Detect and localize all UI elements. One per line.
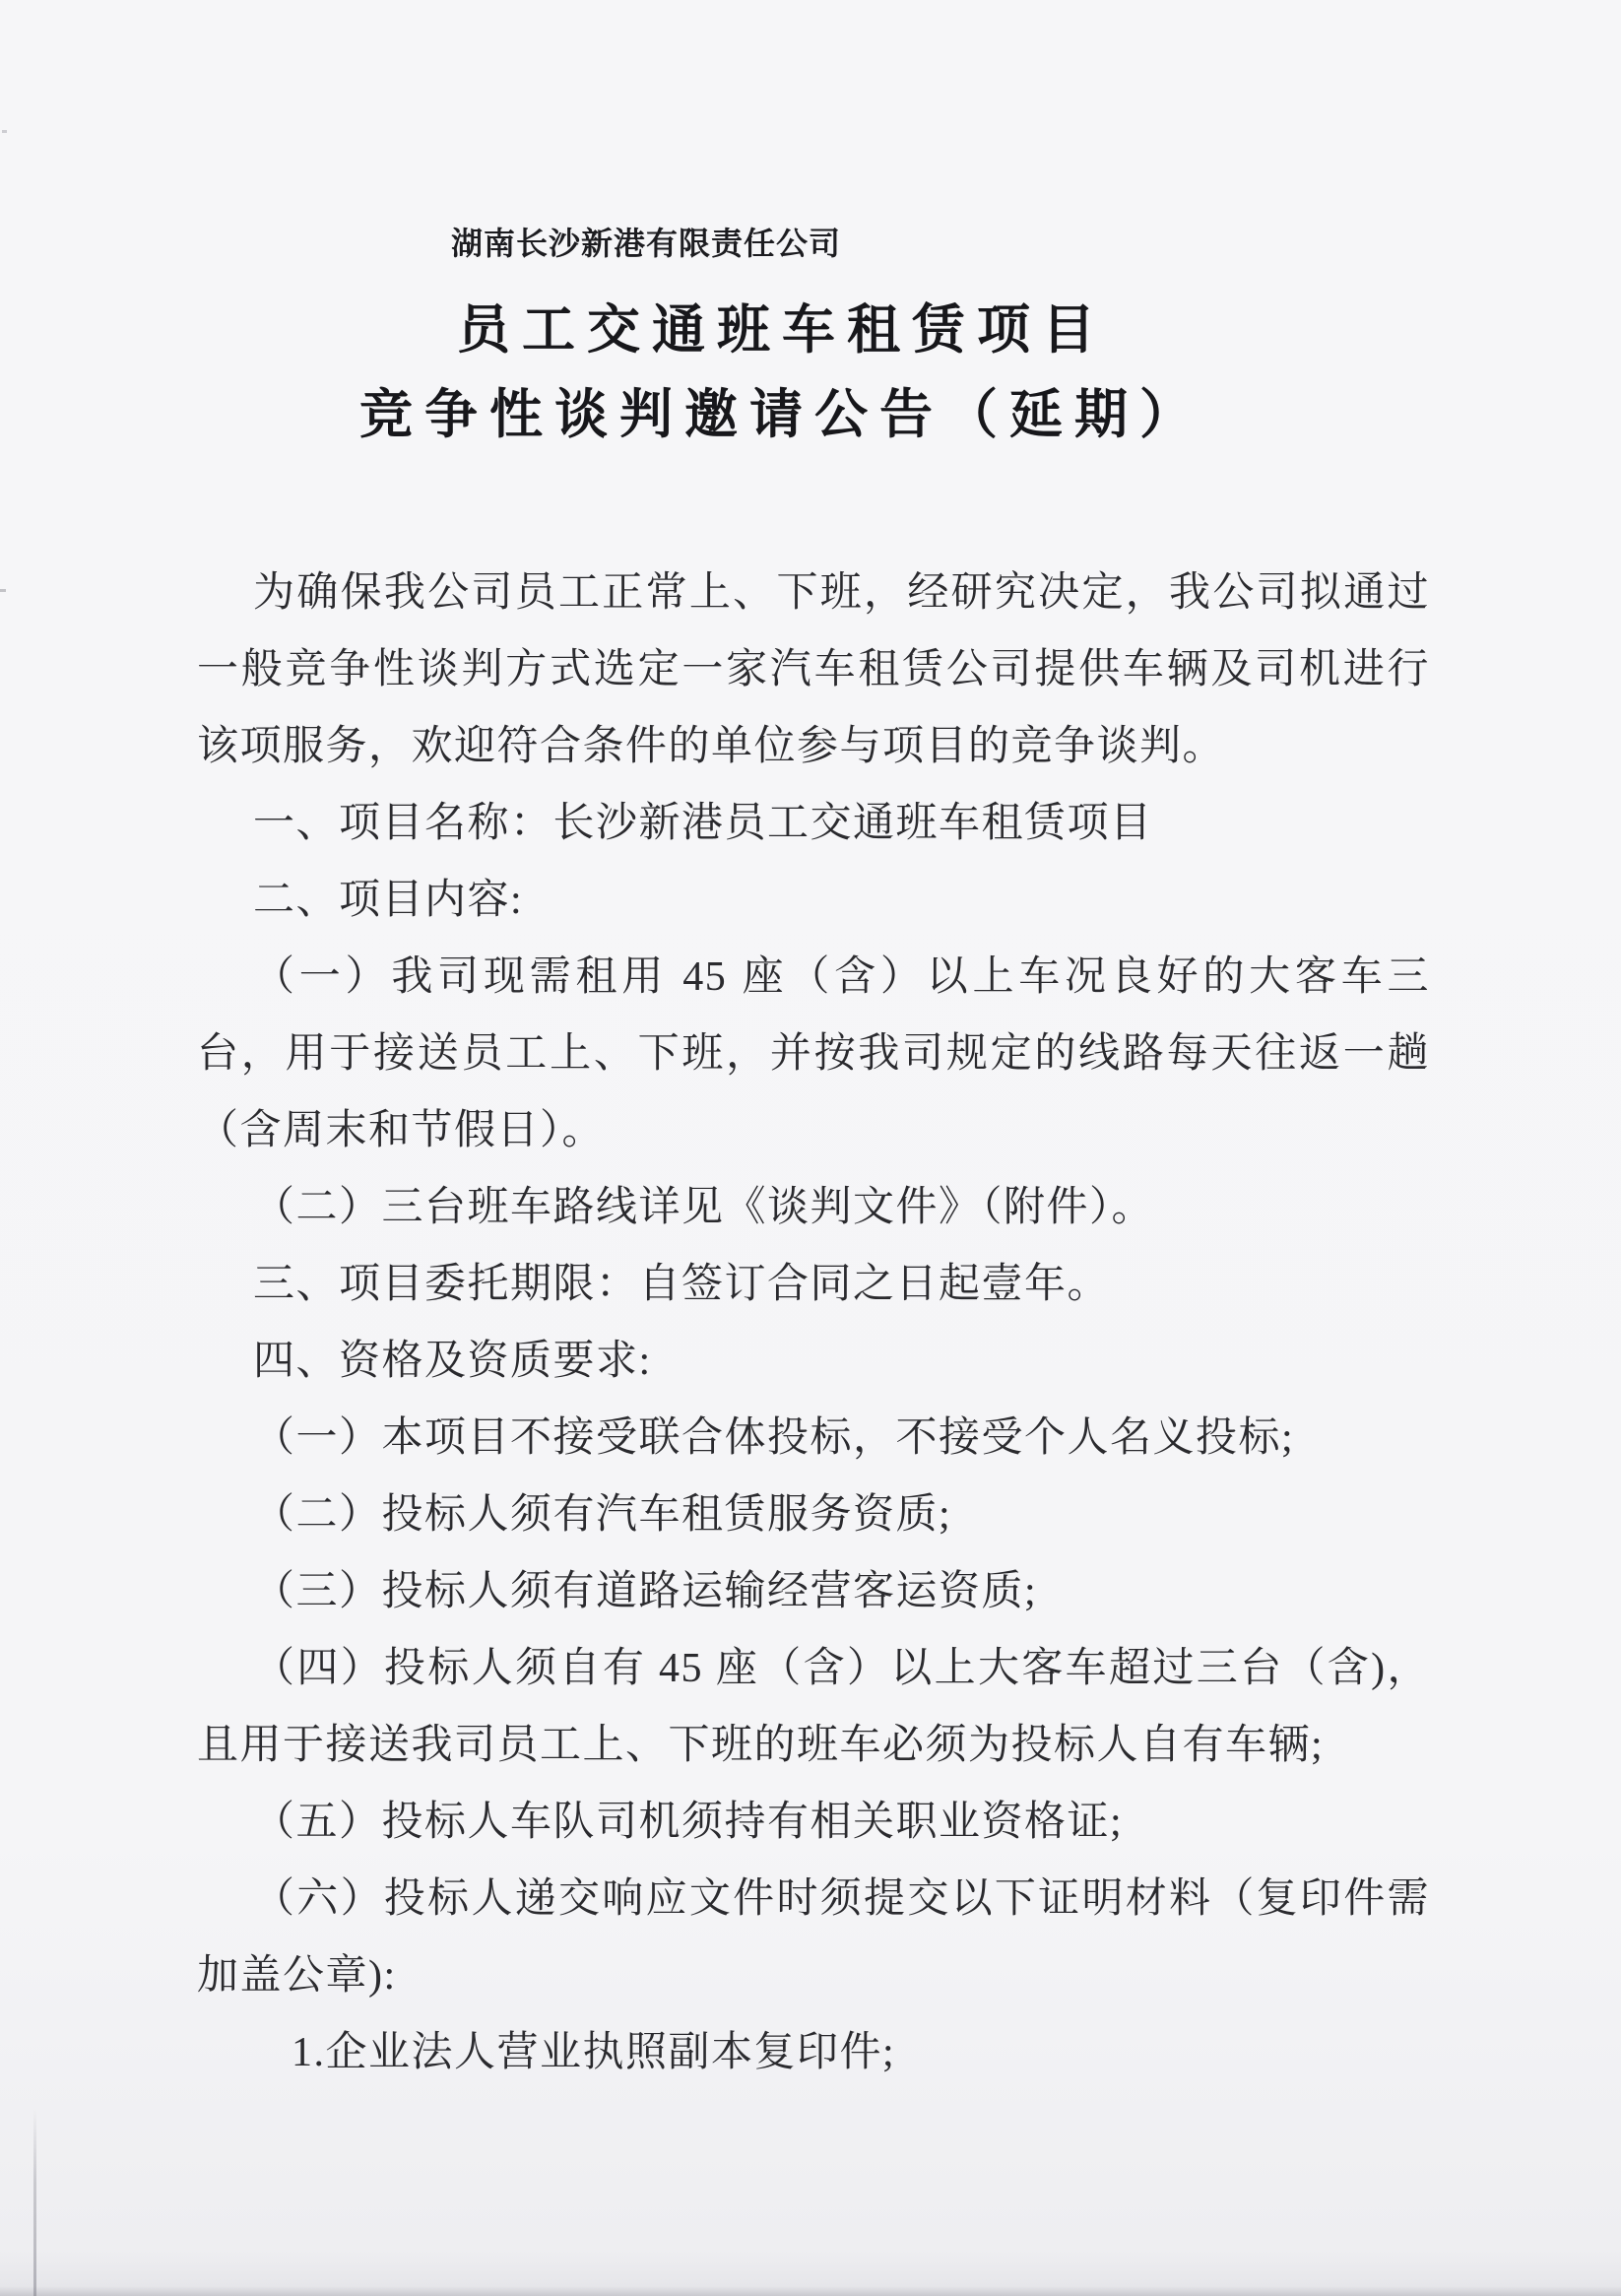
paragraph-qualification-heading: 四、资格及资质要求: bbox=[253, 1339, 652, 1384]
document-title-line2: 竞争性谈判邀请公告（延期） bbox=[359, 385, 1204, 444]
paragraph-content-item-1: （一）我司现需租用 45 座（含）以上车况良好的大客车三台，用于接送员工上、下班，并按我司规定的线路每天往返一趟（含周末和节假日）。 bbox=[197, 954, 1430, 1153]
paragraph-intro: 为确保我公司员工正常上、下班，经研究决定，我公司拟通过一般竞争性谈判方式选定一家汽车租赁公司提供车辆及司机进行该项服务，欢迎符合条件的单位参与项目的竞争谈判。 bbox=[197, 570, 1430, 769]
document-body bbox=[197, 555, 1430, 2091]
scan-artifact-speck bbox=[0, 589, 6, 592]
paragraph-content-item-2: （二）三台班车路线详见《谈判文件》（附件）。 bbox=[253, 1185, 1155, 1230]
scan-artifact-speck bbox=[2, 130, 7, 133]
paragraph-project-content-heading: 二、项目内容: bbox=[253, 878, 524, 923]
scan-artifact-crease bbox=[33, 2108, 36, 2296]
paragraph-qualification-item-1: （一）本项目不接受联合体投标，不接受个人名义投标; bbox=[253, 1415, 1295, 1461]
scan-artifact-bottom-edge bbox=[0, 2286, 1621, 2296]
paragraph-qualification-item-2: （二）投标人须有汽车租赁服务资质; bbox=[253, 1492, 952, 1538]
paragraph-qualification-item-6: （六）投标人递交响应文件时须提交以下证明材料（复印件需加盖公章): bbox=[197, 1876, 1430, 1999]
paragraph-entrust-period: 三、项目委托期限：自签订合同之日起壹年。 bbox=[253, 1262, 1111, 1307]
company-name: 湖南长沙新港有限责任公司 bbox=[451, 226, 842, 261]
paragraph-qualification-item-3: （三）投标人须有道路运输经营客运资质; bbox=[253, 1569, 1038, 1614]
document-title-line1: 员工交通班车租赁项目 bbox=[457, 300, 1107, 360]
paragraph-material-item-1: 1.企业法人营业执照副本复印件; bbox=[292, 2030, 896, 2075]
paragraph-project-name: 一、项目名称：长沙新港员工交通班车租赁项目 bbox=[253, 801, 1153, 846]
paragraph-qualification-item-4: （四）投标人须自有 45 座（含）以上大客车超过三台（含)，且用于接送我司员工上、下班的班车必须为投标人自有车辆; bbox=[197, 1646, 1430, 1768]
paragraph-qualification-item-5: （五）投标人车队司机须持有相关职业资格证; bbox=[253, 1800, 1124, 1845]
